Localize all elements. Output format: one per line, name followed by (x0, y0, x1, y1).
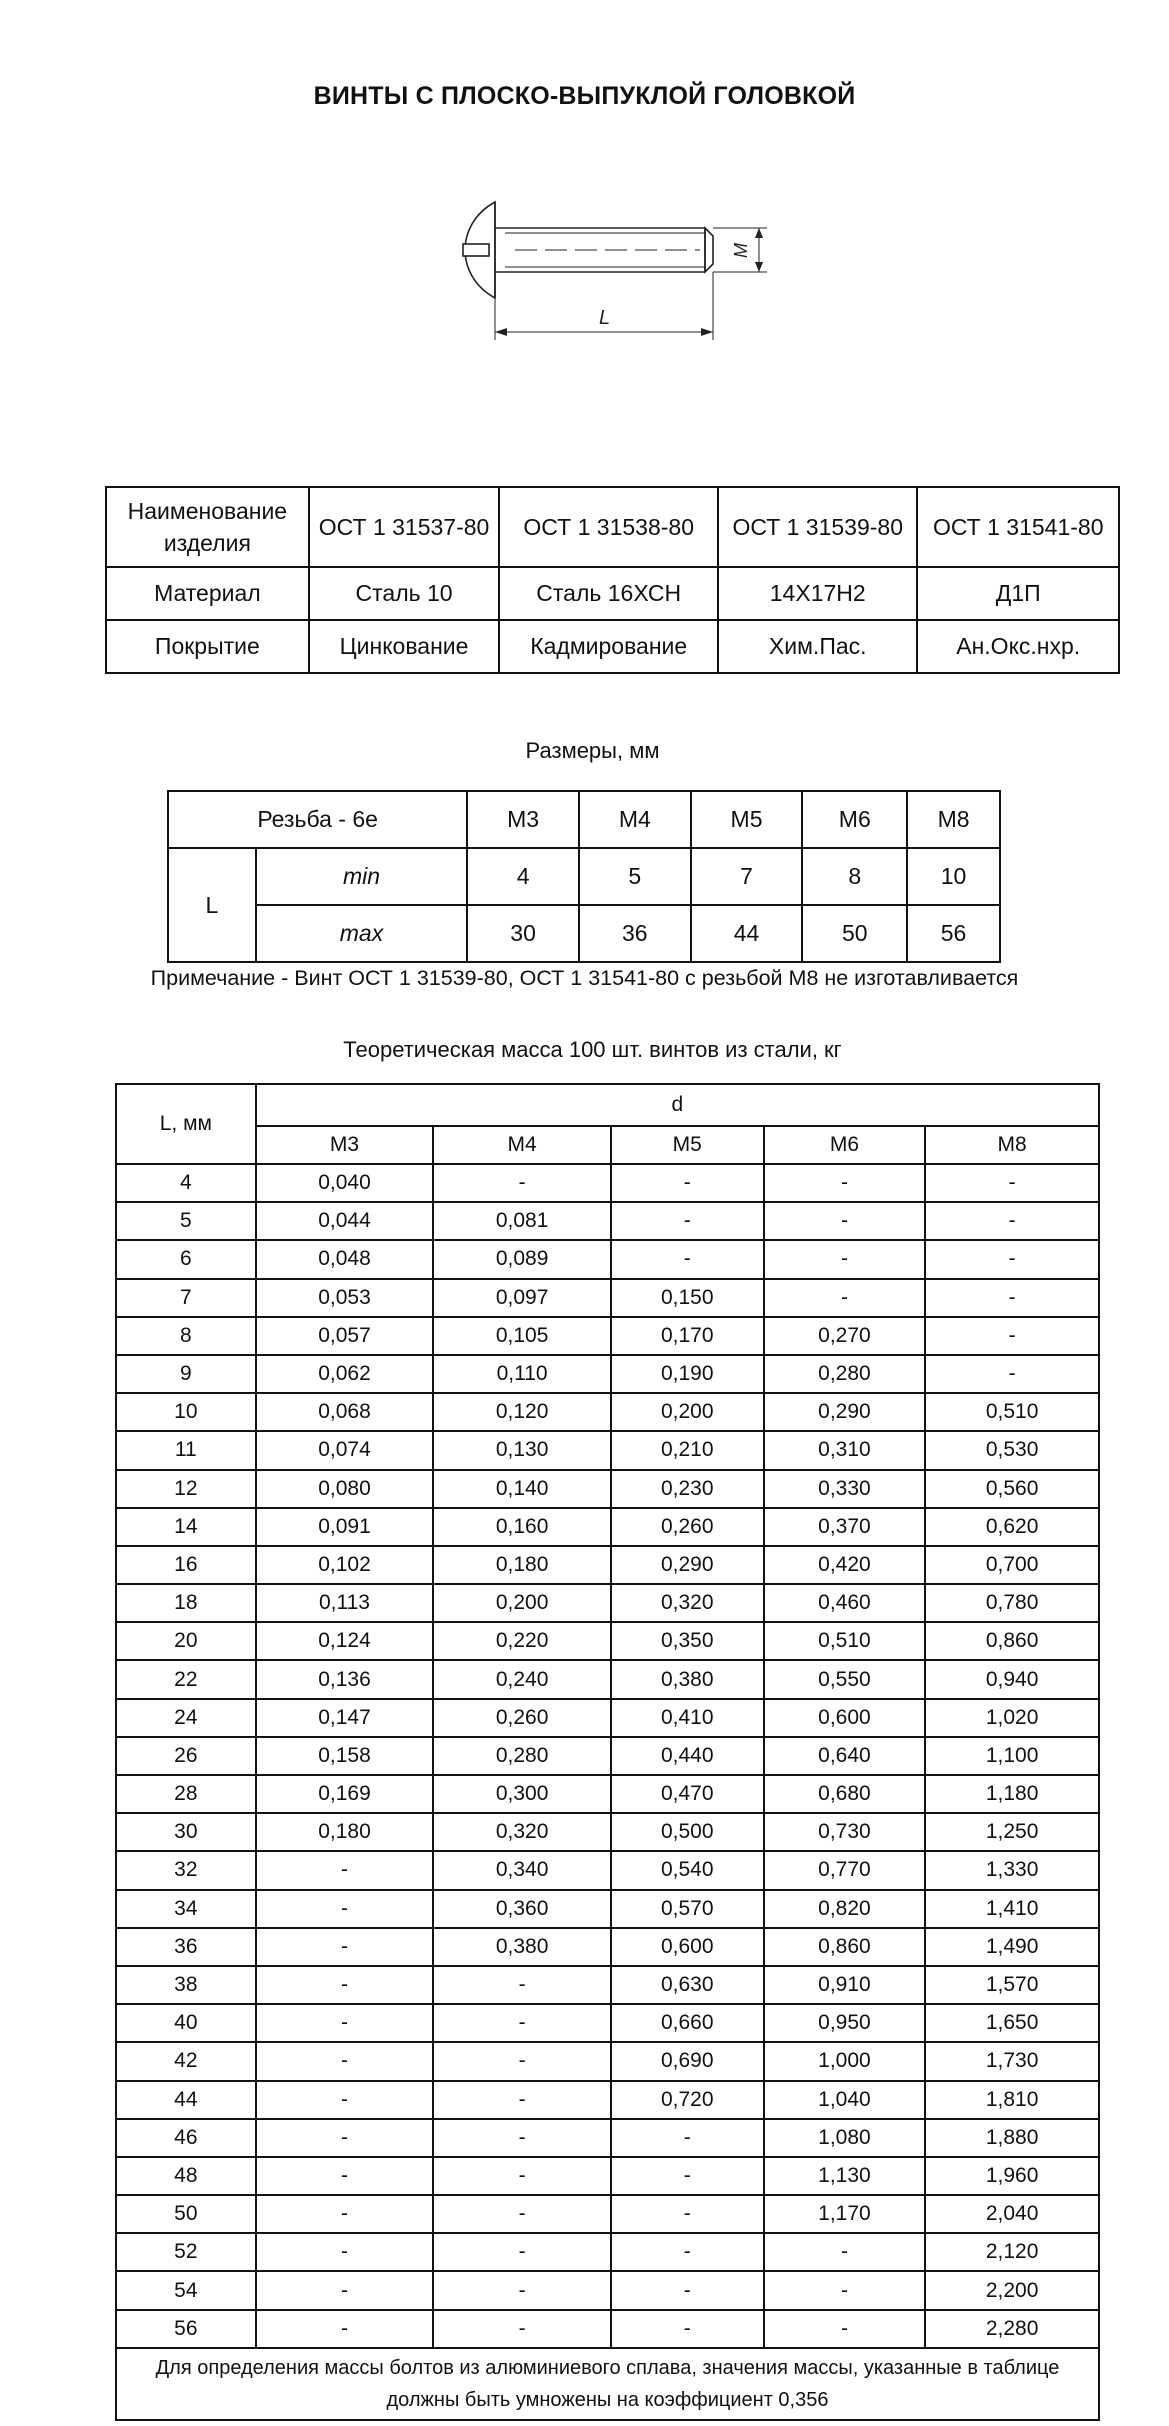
mass-cell: - (764, 1164, 926, 1202)
mass-cell: - (764, 1202, 926, 1240)
mass-cell: - (256, 1966, 434, 2004)
spec-cell: Кадмирование (499, 620, 718, 673)
table-row (116, 2195, 1099, 2233)
mass-cell: 0,380 (611, 1660, 764, 1698)
spec-cell: ОСТ 1 31538-80 (499, 487, 718, 567)
mass-cell: 1,650 (925, 2004, 1099, 2042)
table-row (116, 1508, 1099, 1546)
mass-cell: 0,057 (256, 1317, 434, 1355)
mass-cell: 0,600 (611, 1928, 764, 1966)
mass-cell: 0,660 (611, 2004, 764, 2042)
spec-row-label: Покрытие (106, 620, 309, 673)
thread-column-header: М3 (256, 1126, 434, 1164)
mass-cell: 0,280 (764, 1355, 926, 1393)
mass-cell: - (256, 1890, 434, 1928)
mass-cell: 0,770 (764, 1851, 926, 1889)
mass-cell: 0,089 (433, 1240, 611, 1278)
mass-cell: 1,040 (764, 2081, 926, 2119)
length-cell: 40 (116, 2004, 256, 2042)
table-row (116, 1164, 1099, 1202)
table-row (116, 1240, 1099, 1278)
table-row (116, 1966, 1099, 2004)
mass-cell: 0,097 (433, 1279, 611, 1317)
mass-cell: 0,200 (433, 1584, 611, 1622)
mass-cell: 0,240 (433, 1660, 611, 1698)
table-row (116, 1393, 1099, 1431)
mass-cell: 0,210 (611, 1431, 764, 1469)
thread-size-cell: М3 (467, 791, 579, 848)
mass-cell: 1,000 (764, 2042, 926, 2080)
mass-cell: 0,170 (611, 1317, 764, 1355)
mass-footnote: Для определения массы болтов из алюминиевого сплава, значения массы, указанные в таблице должны быть умножены на коэффициент 0,356 (116, 2348, 1099, 2420)
mass-cell: - (611, 2119, 764, 2157)
spec-cell: ОСТ 1 31537-80 (309, 487, 500, 567)
mass-cell: 0,680 (764, 1775, 926, 1813)
spec-cell: Д1П (917, 567, 1119, 620)
mass-cell: - (256, 2119, 434, 2157)
mass-cell: 1,020 (925, 1699, 1099, 1737)
mass-cell: 0,500 (611, 1813, 764, 1851)
mass-cell: 0,062 (256, 1355, 434, 1393)
mass-cell: 0,068 (256, 1393, 434, 1431)
mass-cell: 0,290 (764, 1393, 926, 1431)
length-cell: 26 (116, 1737, 256, 1775)
mass-cell: - (433, 1164, 611, 1202)
mass-cell: 1,490 (925, 1928, 1099, 1966)
table-row (116, 1890, 1099, 1928)
mass-cell: 0,360 (433, 1890, 611, 1928)
spec-row (106, 620, 1119, 673)
mass-cell: - (764, 1279, 926, 1317)
length-cell: 28 (116, 1775, 256, 1813)
length-cell: 56 (116, 2310, 256, 2348)
mass-cell: 0,080 (256, 1470, 434, 1508)
screw-diagram (455, 182, 785, 352)
length-cell: 20 (116, 1622, 256, 1660)
mass-cell: 0,720 (611, 2081, 764, 2119)
mass-cell: - (256, 2004, 434, 2042)
table-row (116, 2042, 1099, 2080)
table-row (116, 1279, 1099, 1317)
length-cell: 42 (116, 2042, 256, 2080)
max-value-cell: 50 (802, 905, 907, 962)
table-row (116, 1851, 1099, 1889)
table-row (116, 2233, 1099, 2271)
mass-cell: - (256, 2157, 434, 2195)
thread-column-header: М6 (764, 1126, 926, 1164)
spec-cell: ОСТ 1 31539-80 (718, 487, 917, 567)
length-cell: 32 (116, 1851, 256, 1889)
length-cell: 30 (116, 1813, 256, 1851)
mass-cell: - (256, 1851, 434, 1889)
mass-cell: 0,630 (611, 1966, 764, 2004)
mass-cell: 0,113 (256, 1584, 434, 1622)
mass-cell: 0,550 (764, 1660, 926, 1698)
mass-cell: 0,044 (256, 1202, 434, 1240)
mass-cell: 2,280 (925, 2310, 1099, 2348)
length-cell: 16 (116, 1546, 256, 1584)
mass-cell: 0,270 (764, 1317, 926, 1355)
mass-cell: - (925, 1317, 1099, 1355)
table-row (116, 2081, 1099, 2119)
mass-cell: 1,330 (925, 1851, 1099, 1889)
mass-cell: - (925, 1355, 1099, 1393)
spec-row (106, 567, 1119, 620)
table-row (116, 2119, 1099, 2157)
mass-cell: 0,081 (433, 1202, 611, 1240)
length-cell: 24 (116, 1699, 256, 1737)
screw-drawing (455, 182, 785, 357)
dimensions-header-row (168, 791, 1000, 848)
length-cell: 48 (116, 2157, 256, 2195)
mass-cell: 0,124 (256, 1622, 434, 1660)
mass-cell: 0,150 (611, 1279, 764, 1317)
mass-cell: - (433, 2042, 611, 2080)
mass-cell: 0,350 (611, 1622, 764, 1660)
mass-cell: 0,640 (764, 1737, 926, 1775)
mass-cell: 0,540 (611, 1851, 764, 1889)
mass-cell: - (925, 1202, 1099, 1240)
spec-cell: Сталь 10 (309, 567, 500, 620)
length-cell: 36 (116, 1928, 256, 1966)
mass-cell: 0,780 (925, 1584, 1099, 1622)
footnote-row (116, 2348, 1099, 2420)
mass-cell: 1,080 (764, 2119, 926, 2157)
mass-cell: 1,130 (764, 2157, 926, 2195)
spec-cell: 14Х17Н2 (718, 567, 917, 620)
mass-cell: 0,290 (611, 1546, 764, 1584)
table-row (116, 2004, 1099, 2042)
length-cell: 7 (116, 1279, 256, 1317)
mass-cell: 0,440 (611, 1737, 764, 1775)
mass-cell: 0,820 (764, 1890, 926, 1928)
table-row (116, 1355, 1099, 1393)
mass-cell: 0,280 (433, 1737, 611, 1775)
max-value-cell: 30 (467, 905, 579, 962)
spec-cell: Сталь 16ХСН (499, 567, 718, 620)
mass-cell: 0,169 (256, 1775, 434, 1813)
max-value-cell: 56 (907, 905, 1000, 962)
mass-cell: 0,320 (433, 1813, 611, 1851)
length-cell: 18 (116, 1584, 256, 1622)
mass-cell: 0,620 (925, 1508, 1099, 1546)
length-cell: 12 (116, 1470, 256, 1508)
dimensions-caption: Размеры, мм (525, 738, 660, 763)
table-row (116, 1699, 1099, 1737)
spec-cell: Цинкование (309, 620, 500, 673)
mass-cell: 0,510 (764, 1622, 926, 1660)
length-cell: 10 (116, 1393, 256, 1431)
mass-cell: 0,180 (433, 1546, 611, 1584)
length-cell: 9 (116, 1355, 256, 1393)
dimensions-max-row (168, 905, 1000, 962)
mass-cell: 1,960 (925, 2157, 1099, 2195)
mass-subheader-row (116, 1126, 1099, 1164)
mass-cell: - (611, 1164, 764, 1202)
mass-cell: 1,410 (925, 1890, 1099, 1928)
thread-label-cell: Резьба - 6е (168, 791, 467, 848)
mass-cell: - (256, 2042, 434, 2080)
thread-size-cell: М4 (579, 791, 691, 848)
mass-cell: - (256, 2233, 434, 2271)
mass-cell: 0,330 (764, 1470, 926, 1508)
mass-cell: 1,810 (925, 2081, 1099, 2119)
mass-cell: 0,040 (256, 1164, 434, 1202)
mass-cell: 0,690 (611, 2042, 764, 2080)
mass-cell: 0,102 (256, 1546, 434, 1584)
thread-column-header: М5 (611, 1126, 764, 1164)
mass-cell: 0,140 (433, 1470, 611, 1508)
mass-table (115, 1083, 1100, 2421)
mass-cell: 1,570 (925, 1966, 1099, 2004)
mass-cell: 0,530 (925, 1431, 1099, 1469)
mass-cell: 0,510 (925, 1393, 1099, 1431)
length-cell: 54 (116, 2271, 256, 2309)
table-row (116, 1737, 1099, 1775)
length-cell: 44 (116, 2081, 256, 2119)
min-value-cell: 8 (802, 848, 907, 905)
mass-cell: 1,180 (925, 1775, 1099, 1813)
spec-row-label: Материал (106, 567, 309, 620)
table-row (116, 2157, 1099, 2195)
min-label-cell: min (256, 848, 467, 905)
mass-cell: 1,730 (925, 2042, 1099, 2080)
mass-cell: 0,380 (433, 1928, 611, 1966)
table-row (116, 1431, 1099, 1469)
mass-cell: 0,860 (925, 1622, 1099, 1660)
mass-cell: - (256, 2081, 434, 2119)
mass-cell: - (611, 1202, 764, 1240)
length-cell: 6 (116, 1240, 256, 1278)
table-row (116, 1928, 1099, 1966)
table-row (116, 1202, 1099, 1240)
length-cell: 11 (116, 1431, 256, 1469)
mass-cell: 0,147 (256, 1699, 434, 1737)
length-cell: 8 (116, 1317, 256, 1355)
mass-cell: 0,600 (764, 1699, 926, 1737)
mass-cell: 0,340 (433, 1851, 611, 1889)
length-label: L (599, 307, 611, 329)
mass-cell: - (433, 2271, 611, 2309)
mass-cell: - (764, 2310, 926, 2348)
mass-cell: 2,040 (925, 2195, 1099, 2233)
mass-cell: 0,410 (611, 1699, 764, 1737)
mass-cell: - (611, 2157, 764, 2195)
mass-cell: 0,420 (764, 1546, 926, 1584)
thread-size-cell: М8 (907, 791, 1000, 848)
mass-cell: 0,190 (611, 1355, 764, 1393)
mass-cell: 0,105 (433, 1317, 611, 1355)
mass-cell: 0,260 (611, 1508, 764, 1546)
mass-cell: 2,120 (925, 2233, 1099, 2271)
mass-cell: 1,880 (925, 2119, 1099, 2157)
mass-cell: 0,260 (433, 1699, 611, 1737)
table-row (116, 1660, 1099, 1698)
spec-row (106, 487, 1119, 567)
dimensions-min-row (168, 848, 1000, 905)
mass-cell: - (433, 1966, 611, 2004)
mass-cell: 0,570 (611, 1890, 764, 1928)
table-row (116, 2271, 1099, 2309)
mass-cell: - (611, 2195, 764, 2233)
mass-cell: 0,130 (433, 1431, 611, 1469)
min-value-cell: 5 (579, 848, 691, 905)
mass-cell: - (256, 2195, 434, 2233)
mass-cell: 1,100 (925, 1737, 1099, 1775)
table-row (116, 1470, 1099, 1508)
mass-cell: 0,940 (925, 1660, 1099, 1698)
mass-cell: - (611, 2233, 764, 2271)
mass-cell: 0,091 (256, 1508, 434, 1546)
length-cell: 38 (116, 1966, 256, 2004)
mass-cell: 0,200 (611, 1393, 764, 1431)
min-value-cell: 7 (691, 848, 803, 905)
length-cell: 14 (116, 1508, 256, 1546)
max-label-cell: max (256, 905, 467, 962)
mass-cell: 0,230 (611, 1470, 764, 1508)
mass-cell: - (611, 2310, 764, 2348)
mass-cell: 0,136 (256, 1660, 434, 1698)
mass-cell: - (764, 2271, 926, 2309)
mass-cell: 1,170 (764, 2195, 926, 2233)
mass-cell: 0,910 (764, 1966, 926, 2004)
spec-table (105, 486, 1120, 674)
mass-cell: - (433, 2004, 611, 2042)
mass-cell: - (433, 2119, 611, 2157)
mass-cell: 0,053 (256, 1279, 434, 1317)
mass-cell: 0,160 (433, 1508, 611, 1546)
mass-cell: - (433, 2081, 611, 2119)
thread-size-cell: М6 (802, 791, 907, 848)
mass-cell: - (433, 2157, 611, 2195)
mass-cell: 0,074 (256, 1431, 434, 1469)
mass-cell: 0,158 (256, 1737, 434, 1775)
max-value-cell: 36 (579, 905, 691, 962)
table-row (116, 1622, 1099, 1660)
max-value-cell: 44 (691, 905, 803, 962)
mass-cell: 0,110 (433, 1355, 611, 1393)
length-cell: 22 (116, 1660, 256, 1698)
mass-cell: 0,180 (256, 1813, 434, 1851)
mass-cell: 0,470 (611, 1775, 764, 1813)
length-cell: 5 (116, 1202, 256, 1240)
diameter-header-cell: d (256, 1084, 1099, 1126)
table-row (116, 1813, 1099, 1851)
mass-cell: 0,120 (433, 1393, 611, 1431)
mass-caption: Теоретическая масса 100 шт. винтов из стали, кг (343, 1037, 842, 1062)
mass-cell: - (764, 1240, 926, 1278)
mass-cell: 0,220 (433, 1622, 611, 1660)
mass-cell: 1,250 (925, 1813, 1099, 1851)
mass-cell: 0,300 (433, 1775, 611, 1813)
mass-cell: 0,560 (925, 1470, 1099, 1508)
mass-cell: - (611, 2271, 764, 2309)
min-value-cell: 4 (467, 848, 579, 905)
length-cell: 34 (116, 1890, 256, 1928)
thread-size-cell: М5 (691, 791, 803, 848)
mass-cell: - (256, 2271, 434, 2309)
mass-cell: - (256, 2310, 434, 2348)
mass-cell: 0,460 (764, 1584, 926, 1622)
page-title: ВИНТЫ С ПЛОСКО-ВЫПУКЛОЙ ГОЛОВКОЙ (313, 82, 856, 110)
length-header-cell: L, мм (116, 1084, 256, 1164)
spec-row-label: Наименование изделия (106, 487, 309, 567)
table-row (116, 2310, 1099, 2348)
mass-cell: 0,310 (764, 1431, 926, 1469)
length-cell: 52 (116, 2233, 256, 2271)
mass-cell: 0,950 (764, 2004, 926, 2042)
thread-column-header: М4 (433, 1126, 611, 1164)
thread-column-header: М8 (925, 1126, 1099, 1164)
table-row (116, 1317, 1099, 1355)
length-cell: 4 (116, 1164, 256, 1202)
table-row (116, 1546, 1099, 1584)
table-row (116, 1584, 1099, 1622)
mass-cell: - (925, 1240, 1099, 1278)
spec-cell: ОСТ 1 31541-80 (917, 487, 1119, 567)
length-label-cell: L (168, 848, 256, 962)
dimensions-note: Примечание - Винт ОСТ 1 31539-80, ОСТ 1 31541-80 с резьбой М8 не изготавливается (150, 966, 1019, 990)
length-cell: 50 (116, 2195, 256, 2233)
mass-cell: - (925, 1279, 1099, 1317)
mass-cell: - (611, 1240, 764, 1278)
min-value-cell: 10 (907, 848, 1000, 905)
mass-cell: 0,048 (256, 1240, 434, 1278)
mass-cell: 0,370 (764, 1508, 926, 1546)
spec-cell: Ан.Окс.нхр. (917, 620, 1119, 673)
mass-cell: - (764, 2233, 926, 2271)
dimensions-table (167, 790, 1001, 963)
mass-cell: 0,320 (611, 1584, 764, 1622)
mass-cell: 2,200 (925, 2271, 1099, 2309)
length-cell: 46 (116, 2119, 256, 2157)
mass-cell: - (433, 2233, 611, 2271)
mass-cell: - (433, 2310, 611, 2348)
mass-cell: - (256, 1928, 434, 1966)
thread-label: M (731, 243, 751, 258)
mass-cell: 0,730 (764, 1813, 926, 1851)
mass-cell: - (433, 2195, 611, 2233)
spec-cell: Хим.Пас. (718, 620, 917, 673)
mass-cell: - (925, 1164, 1099, 1202)
mass-header-row (116, 1084, 1099, 1126)
mass-cell: 0,860 (764, 1928, 926, 1966)
mass-cell: 0,700 (925, 1546, 1099, 1584)
table-row (116, 1775, 1099, 1813)
